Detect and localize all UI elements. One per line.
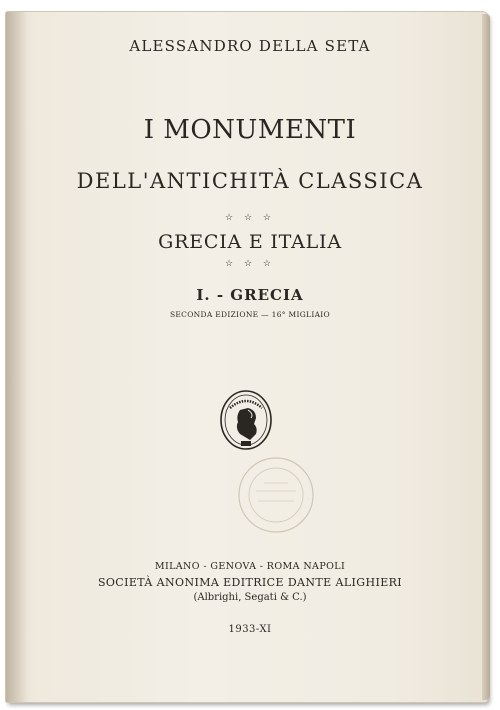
volume-label: I. - GRECIA <box>196 286 304 304</box>
publisher-name: SOCIETÀ ANONIMA EDITRICE DANTE ALIGHIERI <box>97 576 403 589</box>
ornament-stars-top: ☆ ☆ ☆ <box>225 213 275 223</box>
ornament-stars-bottom: ☆ ☆ ☆ <box>225 259 275 269</box>
title-line-2: DELL'ANTICHITÀ CLASSICA <box>76 169 424 193</box>
subtitle: GRECIA E ITALIA <box>158 231 342 253</box>
title-line-1: I MONUMENTI <box>143 115 357 145</box>
publisher-cities: MILANO - GENOVA - ROMA NAPOLI <box>154 561 346 572</box>
publisher-subtitle: (Albrighi, Segati & C.) <box>193 592 307 603</box>
publisher-emblem-icon <box>218 388 274 452</box>
edition-note: SECONDA EDIZIONE — 16° MIGLIAIO <box>169 310 331 319</box>
library-stamp-icon <box>236 455 316 535</box>
publication-year: 1933-XI <box>228 624 272 635</box>
author-name: ALESSANDRO DELLA SETA <box>129 37 371 55</box>
